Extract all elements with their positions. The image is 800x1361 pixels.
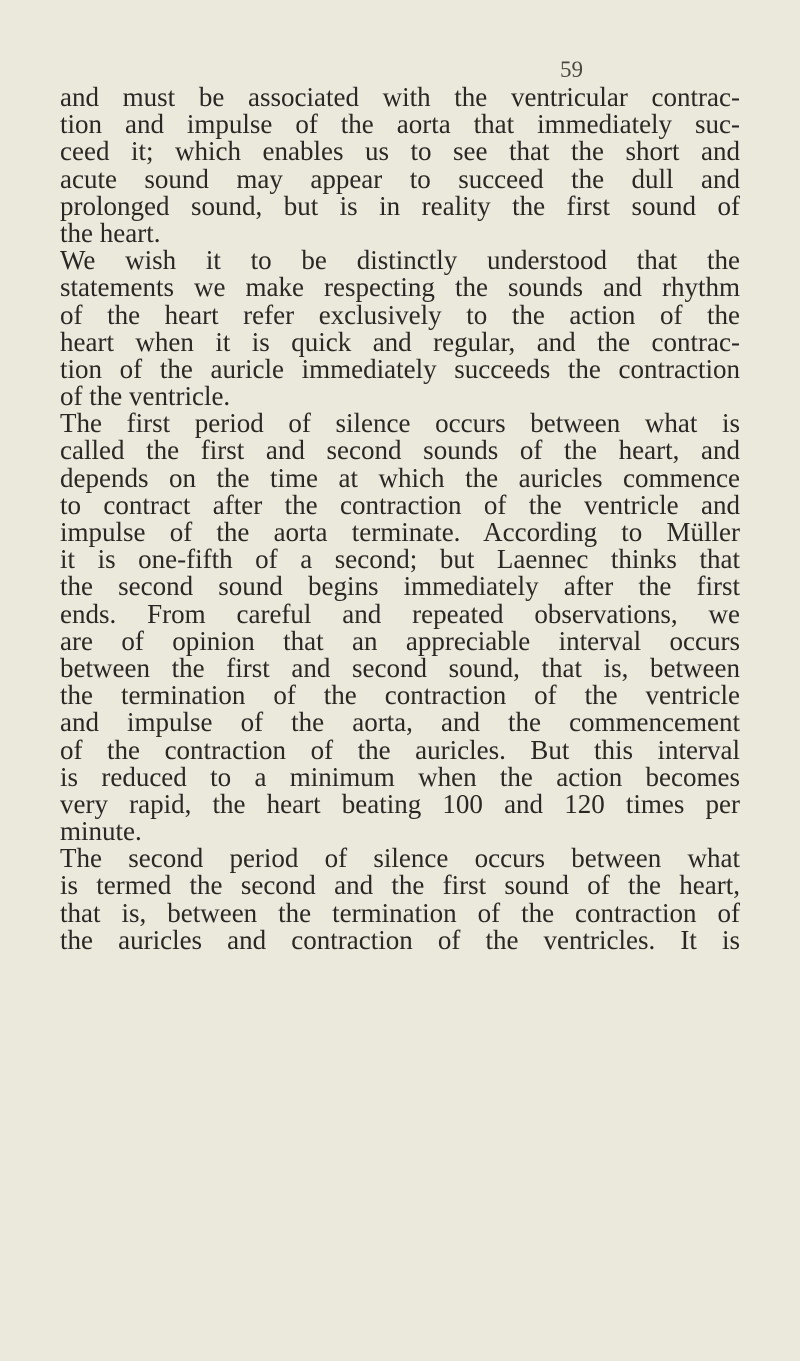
- text-line: ends. From careful and repeated observations, we: [60, 598, 740, 629]
- paragraph-first-line: The first period of silence occurs between what is: [60, 408, 740, 439]
- text-line: between the first and second sound, that is, between: [60, 652, 740, 683]
- paragraph-first-line: The second period of silence occurs between what: [60, 843, 740, 874]
- text-line: acute sound may appear to succeed the dull and: [60, 163, 740, 194]
- text-line: depends on the time at which the auricles commence: [60, 462, 740, 493]
- text-line: of the contraction of the auricles. But this interval: [60, 734, 740, 765]
- text-line: to contract after the contraction of the ventricle and: [60, 489, 740, 520]
- text-line: of the heart refer exclusively to the action of the: [60, 299, 740, 330]
- text-line: the second sound begins immediately after the first: [60, 571, 740, 602]
- body-text: [60, 84, 740, 954]
- text-line: it is one-fifth of a second; but Laennec thinks that: [60, 544, 740, 575]
- text-line: tion of the auricle immediately succeeds the contraction: [60, 353, 740, 384]
- text-line: the heart.: [60, 217, 161, 248]
- text-line: very rapid, the heart beating 100 and 120 times per: [60, 788, 740, 819]
- paragraph-first-line: and must be associated with the ventricular contrac-: [60, 82, 740, 112]
- text-line: prolonged sound, but is in reality the first sound of: [60, 190, 740, 221]
- text-line: impulse of the aorta terminate. According to Müller: [60, 517, 740, 547]
- text-line: minute.: [60, 816, 142, 847]
- text-line: tion and impulse of the aorta that immediately suc-: [60, 109, 740, 140]
- text-line: heart when it is quick and regular, and the contrac-: [60, 326, 740, 357]
- page-number: 59: [560, 57, 583, 82]
- text-line: of the ventricle.: [60, 381, 231, 412]
- text-line: the termination of the contraction of the ventricle: [60, 680, 740, 711]
- paragraph-first-line: We wish it to be distinctly understood that the: [60, 245, 740, 276]
- text-line: that is, between the termination of the contraction of: [60, 897, 740, 928]
- text-line: and impulse of the aorta, and the commencement: [60, 707, 740, 738]
- text-line: ceed it; which enables us to see that the short and: [60, 136, 740, 167]
- text-line: is termed the second and the first sound of the heart,: [60, 870, 740, 901]
- text-line: statements we make respecting the sounds and rhythm: [60, 272, 740, 303]
- text-line: is reduced to a minimum when the action becomes: [60, 761, 740, 792]
- text-line: are of opinion that an appreciable interval occurs: [60, 625, 740, 656]
- text-line: the auricles and contraction of the ventricles. It is: [60, 924, 740, 955]
- text-line: called the first and second sounds of the heart, and: [60, 435, 740, 466]
